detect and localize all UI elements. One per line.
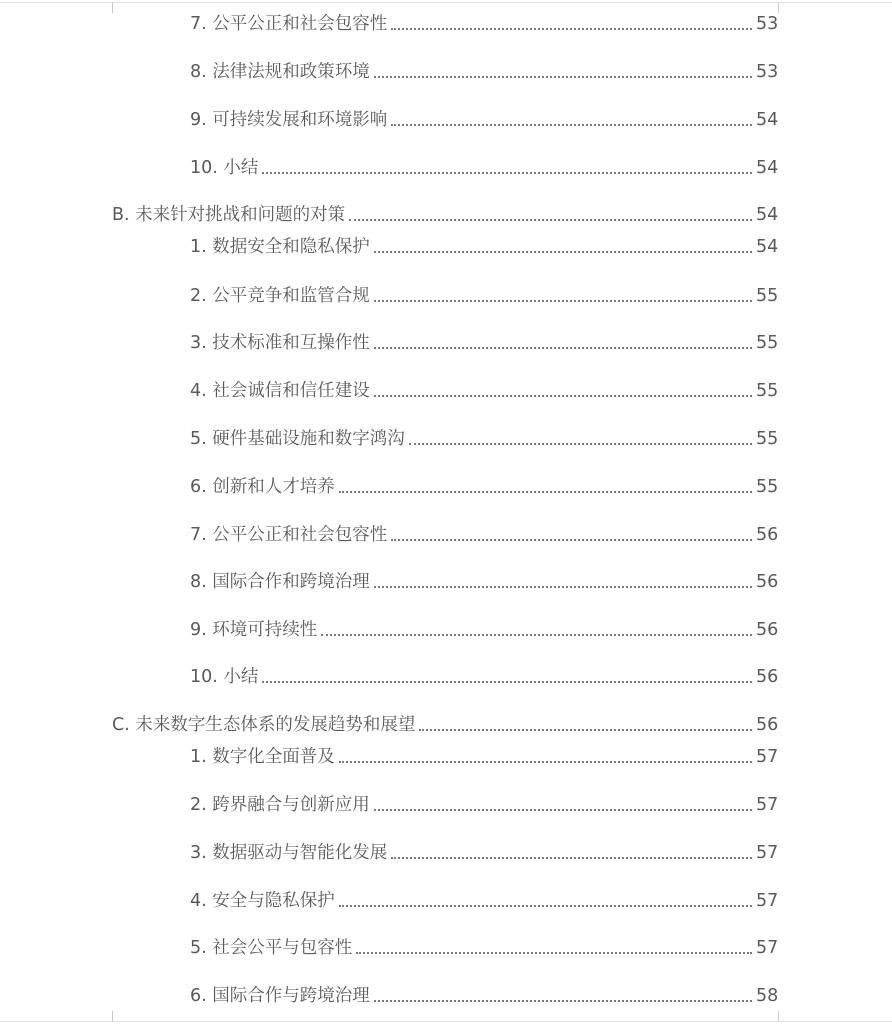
toc-page-number: 54 [756, 158, 779, 178]
toc-page-number: 56 [756, 572, 779, 592]
toc-entry-title: 7. 公平公正和社会包容性 [190, 14, 388, 34]
toc-page-number: 53 [756, 14, 779, 34]
toc-dot-leader [262, 172, 752, 174]
toc-entry[interactable] [190, 664, 778, 690]
toc-entry-title: 2. 跨界融合与创新应用 [190, 795, 370, 815]
toc-dot-leader [339, 905, 752, 907]
toc-entry[interactable] [190, 426, 778, 452]
toc-page-number: 57 [756, 891, 779, 911]
corner-mark-top-left [84, 3, 113, 13]
toc-dot-leader [391, 857, 752, 859]
toc-dot-leader [374, 347, 752, 349]
toc-entry-title: 10. 小结 [190, 667, 259, 687]
toc-entry-title: 8. 法律法规和政策环境 [190, 62, 370, 82]
toc-dot-leader [391, 28, 752, 30]
toc-entry[interactable] [190, 11, 778, 37]
toc-dot-leader [374, 1000, 752, 1002]
toc-entry-title: 3. 技术标准和互操作性 [190, 333, 370, 353]
toc-entry-title: C. 未来数字生态体系的发展趋势和展望 [112, 715, 416, 735]
toc-entry[interactable] [190, 155, 778, 181]
toc-dot-leader [419, 729, 752, 731]
toc-entry-title: 6. 国际合作与跨境治理 [190, 986, 370, 1006]
toc-entry[interactable] [190, 107, 778, 133]
toc-dot-leader [349, 219, 752, 221]
toc-entry-title: 5. 社会公平与包容性 [190, 938, 353, 958]
corner-mark-top-right [778, 3, 807, 13]
toc-page-number: 56 [756, 715, 779, 735]
toc-entry[interactable] [190, 888, 778, 914]
toc-dot-leader [374, 76, 752, 78]
toc-dot-leader [374, 809, 752, 811]
toc-dot-leader [339, 761, 752, 763]
toc-section-entry[interactable] [112, 712, 778, 738]
page-bottom-edge [0, 1021, 892, 1022]
toc-page-number: 53 [756, 62, 779, 82]
toc-page-number: 54 [756, 205, 779, 225]
toc-entry-title: 7. 公平公正和社会包容性 [190, 525, 388, 545]
toc-entry-title: 1. 数据安全和隐私保护 [190, 237, 370, 257]
toc-entry-title: 3. 数据驱动与智能化发展 [190, 843, 388, 863]
toc-entry[interactable] [190, 234, 778, 260]
toc-entry-title: 8. 国际合作和跨境治理 [190, 572, 370, 592]
toc-entry-title: 9. 环境可持续性 [190, 620, 318, 640]
toc-page-number: 55 [756, 286, 779, 306]
toc-page-number: 57 [756, 843, 779, 863]
toc-page-number: 54 [756, 237, 779, 257]
toc-page-number: 58 [756, 986, 779, 1006]
toc-entry-title: 4. 安全与隐私保护 [190, 891, 335, 911]
toc-dot-leader [321, 634, 752, 636]
toc-entry-title: B. 未来针对挑战和问题的对策 [112, 205, 346, 225]
toc-entry[interactable] [190, 474, 778, 500]
page-top-edge [0, 2, 892, 3]
toc-page-number: 55 [756, 381, 779, 401]
toc-page-number: 56 [756, 667, 779, 687]
toc-dot-leader [374, 300, 752, 302]
toc-dot-leader [374, 251, 752, 253]
toc-entry-title: 4. 社会诚信和信任建设 [190, 381, 370, 401]
toc-entry[interactable] [190, 617, 778, 643]
toc-entry-title: 2. 公平竞争和监管合规 [190, 286, 370, 306]
toc-dot-leader [391, 539, 752, 541]
toc-dot-leader [356, 952, 752, 954]
toc-section-entry[interactable] [112, 202, 778, 228]
toc-page-number: 54 [756, 110, 779, 130]
corner-mark-bottom-right [778, 1011, 807, 1021]
toc-entry[interactable] [190, 378, 778, 404]
toc-entry[interactable] [190, 283, 778, 309]
toc-entry[interactable] [190, 522, 778, 548]
toc-page-number: 57 [756, 795, 779, 815]
toc-dot-leader [391, 124, 752, 126]
toc-dot-leader [262, 681, 752, 683]
toc-entry-title: 6. 创新和人才培养 [190, 477, 335, 497]
toc-entry[interactable] [190, 840, 778, 866]
toc-entry-title: 1. 数字化全面普及 [190, 747, 335, 767]
toc-entry[interactable] [190, 569, 778, 595]
toc-entry-title: 10. 小结 [190, 158, 259, 178]
toc-page-number: 57 [756, 747, 779, 767]
toc-entry-title: 9. 可持续发展和环境影响 [190, 110, 388, 130]
toc-dot-leader [374, 395, 752, 397]
toc-dot-leader [374, 586, 752, 588]
toc-entry[interactable] [190, 983, 778, 1009]
toc-entry-title: 5. 硬件基础设施和数字鸿沟 [190, 429, 405, 449]
toc-dot-leader [409, 443, 752, 445]
toc-page-number: 55 [756, 477, 779, 497]
toc-page-number: 55 [756, 429, 779, 449]
toc-page-number: 56 [756, 620, 779, 640]
toc-page-number: 56 [756, 525, 779, 545]
toc-entry[interactable] [190, 792, 778, 818]
toc-entry[interactable] [190, 330, 778, 356]
toc-page-number: 57 [756, 938, 779, 958]
toc-entry[interactable] [190, 935, 778, 961]
toc-page-number: 55 [756, 333, 779, 353]
toc-entry[interactable] [190, 59, 778, 85]
toc-entry[interactable] [190, 744, 778, 770]
toc-dot-leader [339, 491, 752, 493]
corner-mark-bottom-left [84, 1011, 113, 1021]
